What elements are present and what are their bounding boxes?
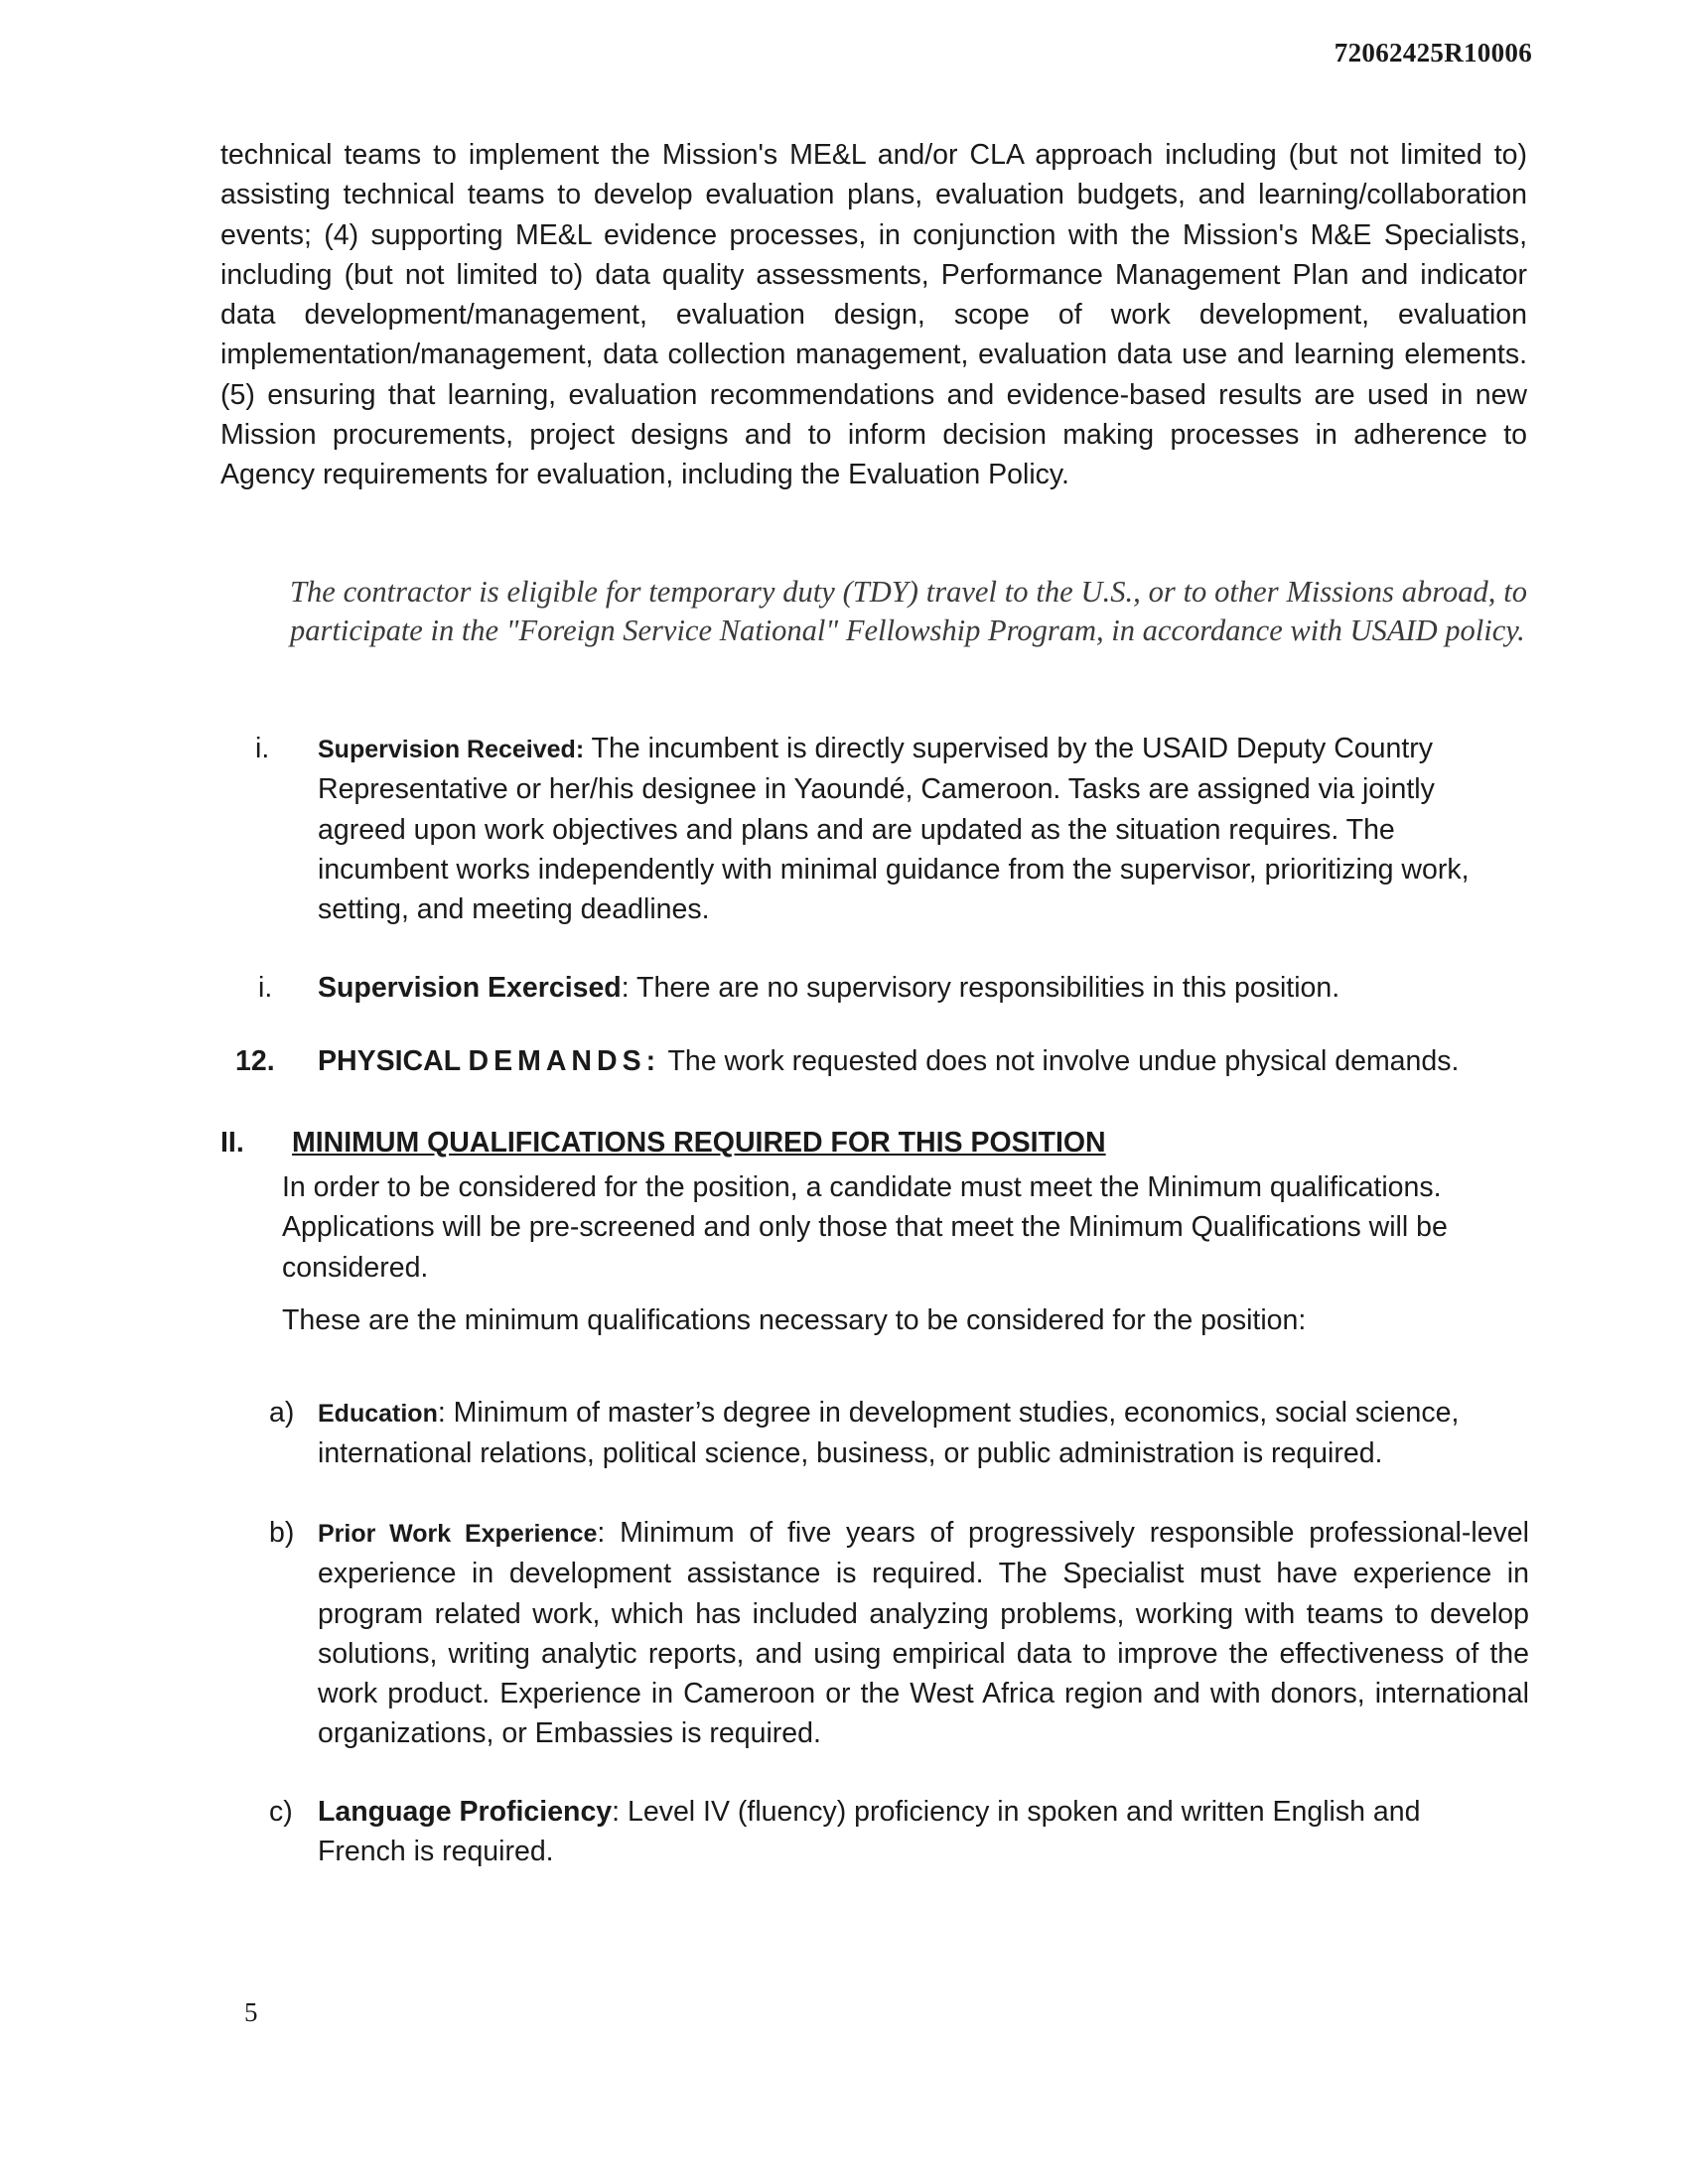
supervision-exercised-label: Supervision Exercised — [318, 972, 622, 1004]
education-body — [318, 1393, 1529, 1474]
physical-demands-label-spaced: DEMANDS: — [468, 1045, 661, 1077]
item-marker: i. — [258, 972, 273, 1004]
section-ii-paragraph-2: These are the minimum qualifications necessary to be considered for the position: — [282, 1304, 1307, 1336]
section-ii-paragraph-1: In order to be considered for the position, a candidate must meet the Minimum qualifications. Applications will be pre-screened and only those that meet the Minimum Qualifications will be considered. — [282, 1171, 1448, 1284]
section-number: II. — [220, 1127, 244, 1159]
item-marker: b) — [269, 1517, 295, 1549]
language-body — [318, 1792, 1489, 1872]
page-number: 5 — [244, 1997, 258, 2027]
physical-demands-text: The work requested does not involve undue physical demands. — [660, 1045, 1460, 1077]
item-marker: i. — [255, 733, 270, 764]
education-label: Education — [318, 1400, 438, 1428]
supervision-received-label: Supervision Received: — [318, 736, 585, 763]
item-number: 12. — [235, 1045, 275, 1077]
physical-demands-body — [318, 1041, 1529, 1081]
item-marker: a) — [269, 1397, 295, 1429]
experience-body — [318, 1513, 1529, 1754]
item-marker: c) — [269, 1796, 293, 1828]
physical-demands-label: PHYSICAL — [318, 1045, 469, 1077]
supervision-exercised-text: : There are no supervisory responsibilities in this position. — [621, 972, 1340, 1004]
supervision-exercised-body — [318, 968, 1529, 1008]
experience-label: Prior Work Experience — [318, 1520, 598, 1548]
language-label: Language Proficiency — [318, 1796, 613, 1828]
experience-text: : Minimum of five years of progressively responsible professional-level experience in development assistance is required. The Specialist must have experience in program related work, which has included analyzing problems, working with teams to develop solutions, writing analytic reports, and using empirical data to improve the effectiveness of the work product. Experience in Cameroon or the West Africa region and with donors, international organizations, or Embassies is required. — [318, 1517, 1529, 1750]
education-text: : Minimum of master’s degree in development studies, economics, social science, international relations, political science, business, or public administration is required. — [318, 1397, 1460, 1470]
supervision-received-body — [318, 729, 1529, 929]
section-title: MINIMUM QUALIFICATIONS REQUIRED FOR THIS POSITION — [292, 1127, 1106, 1159]
tdy-travel-note: The contractor is eligible for temporary duty (TDY) travel to the U.S., or to other Missions abroad, to participate in the "Foreign Service National" Fellowship Program, in accordance with USAID policy. — [290, 575, 1527, 647]
document-id: 72062425R10006 — [1334, 38, 1532, 68]
language-text: : Level IV (fluency) proficiency in spoken and written English and French is required. — [318, 1796, 1421, 1868]
supervision-received-text: The incumbent is directly supervised by the USAID Deputy Country Representative or her/his designee in Yaoundé, Cameroon. Tasks are assigned via jointly agreed upon work objectives and plans and are updated as the situation requires. The incumbent works independently with minimal guidance from the supervisor, prioritizing work, setting, and meeting deadlines. — [318, 733, 1470, 926]
intro-paragraph: technical teams to implement the Mission's ME&L and/or CLA approach including (but not limited to) assisting technical teams to develop evaluation plans, evaluation budgets, and learning/collaboration events; (4) supporting ME&L evidence processes, in conjunction with the Mission's M&E Specialists, including (but not limited to) data quality assessments, Performance Management Plan and indicator data development/management, evaluation design, scope of work development, evaluation implementation/management, data collection management, evaluation data use and learning elements. (5) ensuring that learning, evaluation recommendations and evidence-based results are used in new Mission procurements, project designs and to inform decision making processes in adherence to Agency requirements for evaluation, including the Evaluation Policy. — [220, 139, 1527, 491]
